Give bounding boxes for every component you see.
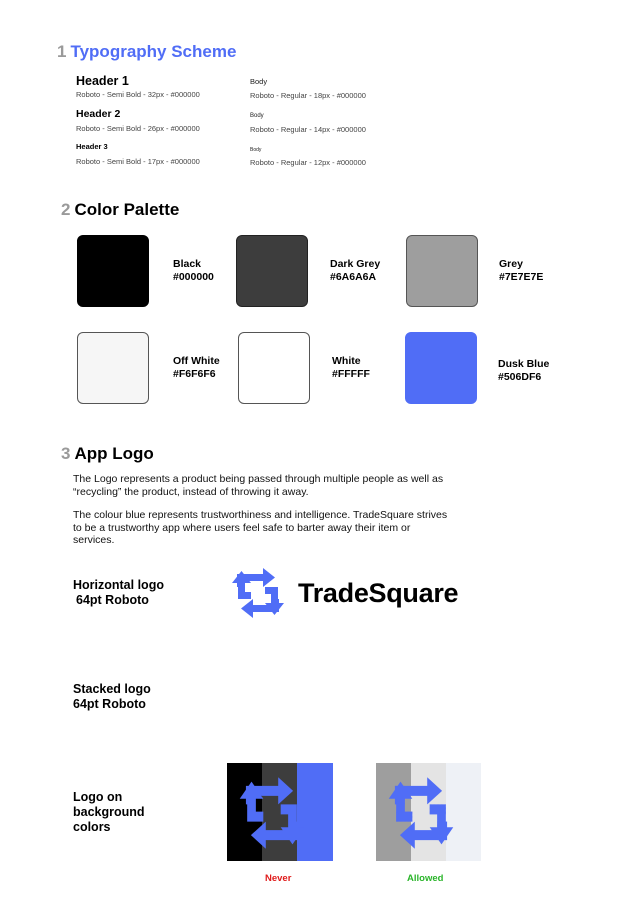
color-name: Dark Grey	[330, 258, 381, 270]
body-small-spec: Roboto - Regular - 12px - #000000	[250, 158, 366, 167]
color-swatch-label	[330, 258, 380, 284]
header2-spec: Roboto - Semi Bold - 26px - #000000	[76, 124, 200, 133]
body-large-sample: Body	[250, 77, 268, 86]
color-swatch	[77, 235, 149, 307]
label-line: colors	[73, 820, 111, 834]
body-large-spec: Roboto - Regular - 18px - #000000	[250, 91, 366, 100]
section-title-typography	[57, 42, 236, 62]
color-swatch	[405, 332, 477, 404]
color-name: Black	[173, 258, 202, 270]
section-number: 1	[57, 42, 67, 61]
body-medium-sample: Body	[250, 113, 264, 119]
color-name: Grey	[499, 258, 523, 270]
section-title-text: App Logo	[74, 444, 154, 463]
color-swatch	[77, 332, 149, 404]
color-swatch	[236, 235, 308, 307]
label-line: 64pt Roboto	[76, 593, 149, 607]
color-swatch-label	[332, 355, 370, 381]
color-description: The colour blue represents trustworthiness and intelligence. TradeSquare strives to be a trustworthy app where users feel safe to barter away their item or services.	[73, 509, 448, 546]
color-swatch-label	[499, 258, 543, 284]
body-medium-spec: Roboto - Regular - 14px - #000000	[250, 125, 366, 134]
label-line: Horizontal logo	[73, 578, 164, 592]
section-title-logo	[61, 444, 154, 464]
color-swatch-label	[173, 258, 214, 284]
color-hex: #6A6A6A	[330, 271, 377, 283]
allowed-label: Allowed	[407, 873, 444, 884]
background-logo-label	[73, 790, 145, 835]
tradesquare-logo-icon	[385, 773, 457, 853]
brand-wordmark: TradeSquare	[298, 578, 459, 608]
color-hex: #F6F6F6	[173, 368, 216, 380]
color-swatch-label	[173, 355, 220, 381]
body-small-sample: Body	[250, 147, 262, 153]
logo-on-dark-backgrounds	[227, 763, 333, 861]
color-name: White	[332, 355, 361, 367]
label-line: background	[73, 805, 145, 819]
label-line: 64pt Roboto	[73, 697, 146, 711]
never-label: Never	[265, 873, 292, 884]
tradesquare-logo-icon	[229, 565, 287, 621]
tradesquare-logo-icon	[236, 773, 308, 853]
logo-on-light-backgrounds	[376, 763, 481, 861]
header2-sample: Header 2	[76, 108, 121, 120]
color-name: Off White	[173, 355, 220, 367]
label-line: Stacked logo	[73, 682, 151, 696]
horizontal-logo-label	[73, 578, 164, 608]
section-title-text: Typography Scheme	[70, 42, 237, 61]
color-swatch	[238, 332, 310, 404]
color-hex: #FFFFF	[332, 368, 370, 380]
header1-spec: Roboto - Semi Bold - 32px - #000000	[76, 90, 200, 99]
header1-sample: Header 1	[76, 74, 129, 88]
section-title-text: Color Palette	[74, 200, 180, 219]
logo-description: The Logo represents a product being passed through multiple people as well as “recycling” the product, instead of throwing it away.	[73, 473, 444, 498]
color-name: Dusk Blue	[498, 358, 550, 370]
section-number: 3	[61, 444, 71, 463]
stacked-logo-label	[73, 682, 151, 712]
color-hex: #7E7E7E	[499, 271, 544, 283]
color-swatch	[406, 235, 478, 307]
header3-sample: Header 3	[76, 142, 108, 151]
label-line: Logo on	[73, 790, 123, 804]
color-hex: #000000	[173, 271, 214, 283]
header3-spec: Roboto - Semi Bold - 17px - #000000	[76, 157, 200, 166]
section-title-palette	[61, 200, 179, 220]
color-swatch-label	[498, 358, 549, 384]
section-number: 2	[61, 200, 71, 219]
color-hex: #506DF6	[498, 371, 542, 383]
